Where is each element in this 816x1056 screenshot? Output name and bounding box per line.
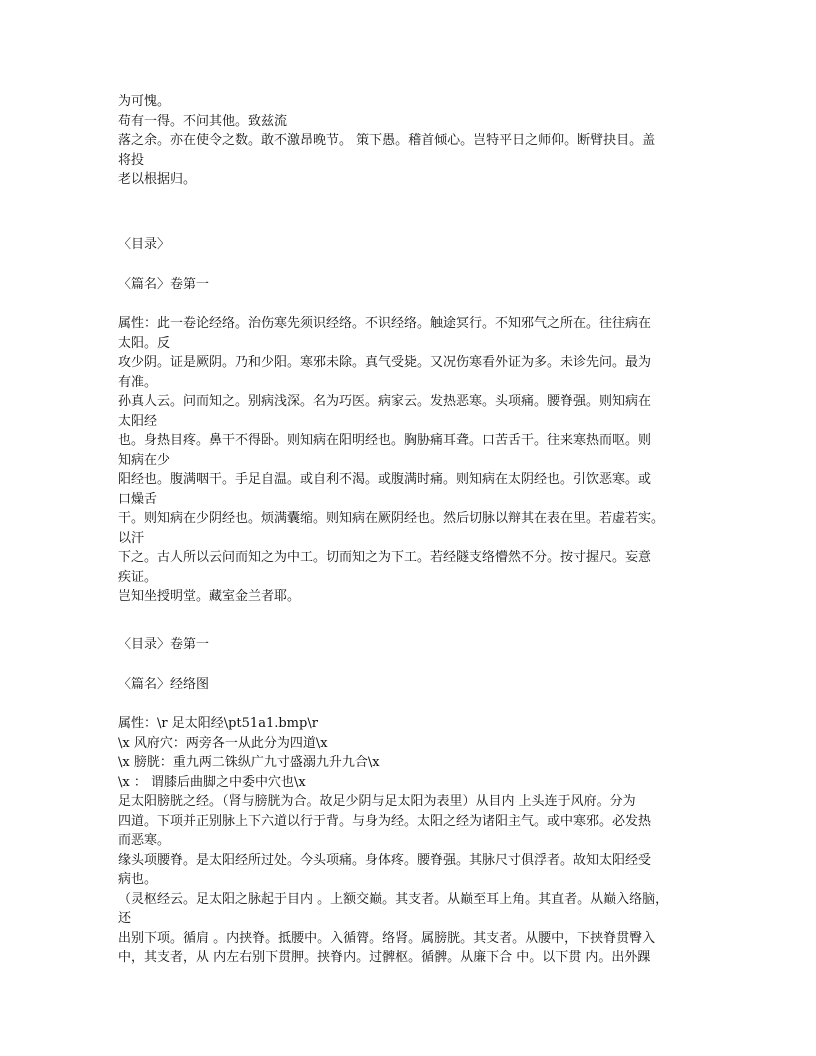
text-line: 孙真人云。问而知之。别病浅深。名为巧医。病家云。发热恶寒。头项痛。腰脊强。则知病在: [118, 394, 652, 409]
text-line: 缘头项腰脊。是太阳经所过处。今头项痛。身体疼。腰脊强。其脉尺寸俱浮者。故知太阳经受: [118, 852, 652, 868]
text-line: 有准。: [118, 374, 158, 390]
text-line: 老以根据归。: [118, 172, 197, 187]
chapter-title: 〈篇名〉经络图: [118, 677, 210, 692]
text-line: 而恶寒。: [118, 833, 171, 848]
text-line: 足太阳膀胱之经。（肾与膀胱为合。故足少阴与足太阳为表里）从目内 上头连于风府。分为: [118, 794, 636, 809]
text-line: 也。身热目疼。鼻干不得卧。则知病在阳明经也。胸胁痛耳聋。口苦舌干。往来寒热而呕。则: [118, 433, 652, 448]
text-line: 苟有一得。不问其他。致兹流: [118, 113, 288, 129]
text-line: 攻少阴。证是厥阴。乃和少阳。寒邪未除。真气受毙。又况伤寒看外证为多。未诊先问。最为: [118, 355, 652, 370]
text-line: 还: [118, 911, 132, 926]
text-line: 以汗: [118, 530, 145, 546]
toc-heading: 〈目录〉卷第一: [118, 637, 210, 652]
text-line: 知病在少: [118, 452, 171, 468]
text-line: \x ： 谓膝后曲脚之中委中穴也\x: [118, 774, 306, 790]
text-line: 为可愧。: [118, 94, 171, 109]
text-line: 干。则知病在少阴经也。烦满囊缩。则知病在厥阴经也。然后切脉以辩其在表在里。若虚若实。: [118, 511, 665, 526]
text-line: 太阳经: [118, 413, 158, 429]
text-line: 属性：\r 足太阳经\pt51a1.bmp\r: [118, 716, 318, 731]
text-line: 疾证。: [118, 569, 158, 585]
preface-paragraph: [118, 92, 718, 190]
text-line: 病也。: [118, 872, 158, 887]
text-line: 阳经也。腹满咽干。手足自温。或自利不渴。或腹满时痛。则知病在太阴经也。引饮恶寒。或: [118, 472, 652, 487]
text-line: 太阳。反: [118, 335, 171, 351]
text-line: \x 风府穴：两旁各一从此分为四道\x: [118, 735, 328, 751]
text-line: 下之。古人所以云问而知之为中工。切而知之为下工。若经隧支络懵然不分。按寸握尺。妄意: [118, 550, 652, 565]
text-line: 属性：此一卷论经络。治伤寒先须识经络。不识经络。触途冥行。不知邪气之所在。往往病在: [118, 316, 652, 331]
toc-heading: 〈目录〉: [118, 237, 171, 252]
attribute-paragraph: [118, 314, 718, 607]
text-line: 口燥舌: [118, 491, 158, 507]
text-line: 出别下项。循肩 。内挟脊。抵腰中。入循膂。络肾。属膀胱。其支者。从腰中，下挟脊贯臀入: [118, 930, 656, 946]
chapter-title: 〈篇名〉卷第一: [118, 277, 210, 292]
text-line: 四道。下项并正别脉上下六道以行于背。与身为经。太阳之经为诸阳主气。或中寒邪。必发热: [118, 813, 652, 829]
text-line: 将投: [118, 152, 145, 168]
text-line: 落之余。亦在使令之数。敢不激昂晚节。 策下愚。稽首倾心。岂特平日之师仰。断臂抉目。盖: [118, 133, 656, 148]
text-line: \x 膀胱：重九两二铢纵广九寸盛溺九升九合\x: [118, 755, 380, 770]
meridian-paragraph: [118, 714, 718, 968]
text-line: （灵枢经云。足太阳之脉起于目内 。上额交巅。其支者。从巅至耳上角。其直者。从巅入络脑，: [118, 891, 669, 907]
text-line: 中，其支者，从 内左右别下贯胛。挟脊内。过髀枢。循髀。从廉下合 中。以下贯 内。出外踝: [118, 950, 651, 965]
text-line: 岂知坐授明堂。藏室金兰者耶。: [118, 589, 301, 604]
